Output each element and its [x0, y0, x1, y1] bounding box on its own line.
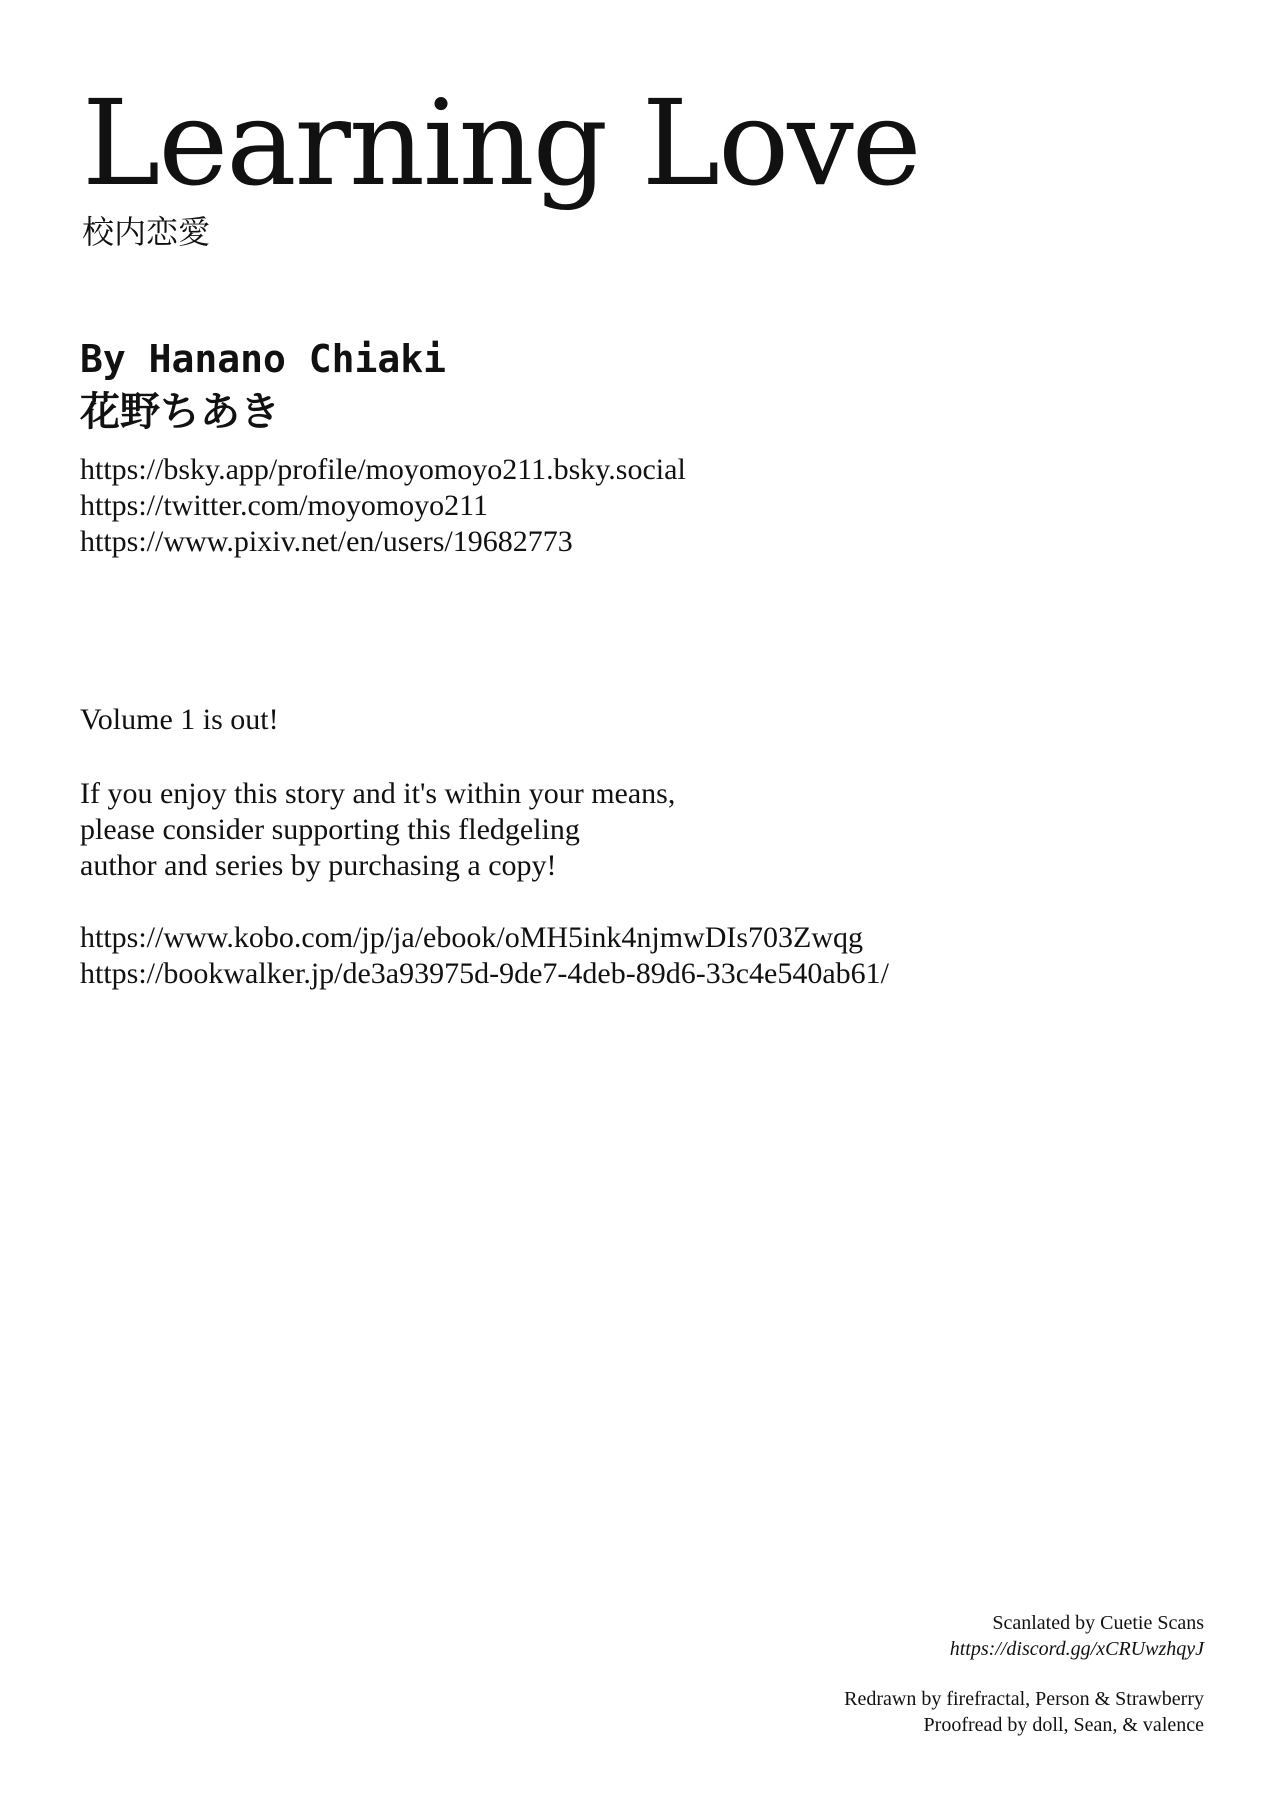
bookwalker-link[interactable]: https://bookwalker.jp/de3a93975d-9de7-4deb-89d6-33c4e540ab61/ [80, 957, 889, 990]
support-line: author and series by purchasing a copy! [80, 849, 557, 882]
proofread-by: Proofread by doll, Sean, & valence [923, 1714, 1204, 1736]
scanlation-credits [844, 1610, 1204, 1738]
redrawn-by: Redrawn by firefractal, Person & Strawberry [844, 1688, 1204, 1710]
kobo-link[interactable]: https://www.kobo.com/jp/ja/ebook/oMH5ink4njmwDIs703Zwqg [80, 921, 864, 954]
author-name-japanese: 花野ちあき [80, 389, 280, 435]
bluesky-link[interactable]: https://bsky.app/profile/moyomoyo211.bsky.social [80, 453, 686, 486]
discord-link[interactable]: https://discord.gg/xCRUwzhqyJ [949, 1638, 1204, 1660]
twitter-link[interactable]: https://twitter.com/moyomoyo211 [80, 489, 489, 522]
pixiv-link[interactable]: https://www.pixiv.net/en/users/19682773 [80, 525, 573, 558]
japanese-title: 校内恋愛 [82, 213, 211, 251]
support-line: If you enjoy this story and it's within your means, [80, 777, 676, 810]
page-title: Learning Love [82, 74, 920, 212]
scanlated-by: Scanlated by Cuetie Scans [992, 1612, 1204, 1634]
purchase-links [80, 920, 889, 992]
credits-spacer [844, 1662, 1204, 1686]
volume-announcement: Volume 1 is out! [80, 703, 279, 736]
author-name-english: By Hanano Chiaki [80, 337, 447, 381]
author-links [80, 452, 686, 560]
support-message [80, 776, 675, 884]
support-line: please consider supporting this fledgeling [80, 813, 580, 846]
